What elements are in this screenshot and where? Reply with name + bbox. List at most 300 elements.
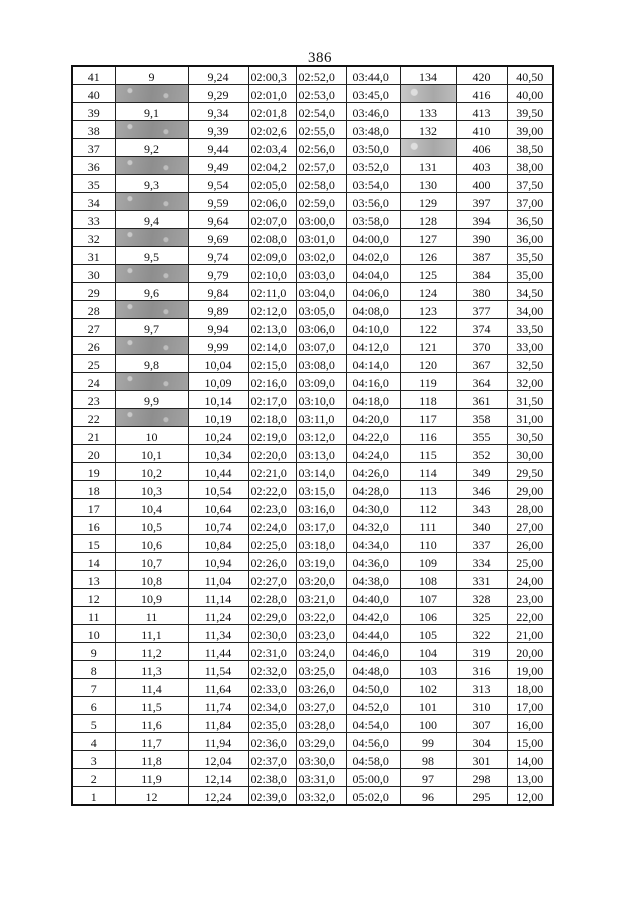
time-b-cell: 03:23,0 [296, 625, 346, 643]
time-b-cell: 03:07,0 [296, 337, 346, 355]
score-a-cell: 10,7 [115, 553, 188, 571]
time-a-cell: 02:02,6 [248, 121, 296, 139]
points-cell: 12 [72, 589, 115, 607]
count-b-cell: 380 [456, 283, 507, 301]
score-b-cell: 10,54 [188, 481, 248, 499]
time-a-cell: 02:17,0 [248, 391, 296, 409]
count-a-cell: 102 [400, 679, 456, 697]
time-b-cell: 03:01,0 [296, 229, 346, 247]
points-cell: 24 [72, 373, 115, 391]
value-cell: 29,50 [507, 463, 553, 481]
score-b-cell: 10,19 [188, 409, 248, 427]
time-b-cell: 03:15,0 [296, 481, 346, 499]
time-b-cell: 02:55,0 [296, 121, 346, 139]
time-c-cell: 03:58,0 [346, 211, 400, 229]
value-cell: 40,50 [507, 66, 553, 85]
time-c-cell: 04:48,0 [346, 661, 400, 679]
time-c-cell: 05:02,0 [346, 787, 400, 806]
time-b-cell: 02:59,0 [296, 193, 346, 211]
time-c-cell: 04:38,0 [346, 571, 400, 589]
value-cell: 23,00 [507, 589, 553, 607]
table-row [72, 787, 553, 806]
score-b-cell: 11,94 [188, 733, 248, 751]
points-cell: 19 [72, 463, 115, 481]
time-c-cell: 04:28,0 [346, 481, 400, 499]
time-b-cell: 03:27,0 [296, 697, 346, 715]
count-b-cell: 319 [456, 643, 507, 661]
value-cell: 30,00 [507, 445, 553, 463]
table-row [72, 751, 553, 769]
table-row [72, 66, 553, 85]
score-b-cell: 9,94 [188, 319, 248, 337]
time-c-cell: 04:06,0 [346, 283, 400, 301]
score-a-cell: 11 [115, 607, 188, 625]
time-c-cell: 04:46,0 [346, 643, 400, 661]
count-b-cell: 328 [456, 589, 507, 607]
count-a-cell: 123 [400, 301, 456, 319]
time-a-cell: 02:23,0 [248, 499, 296, 517]
time-a-cell: 02:09,0 [248, 247, 296, 265]
time-b-cell: 02:52,0 [296, 66, 346, 85]
score-b-cell: 9,99 [188, 337, 248, 355]
count-b-cell: 295 [456, 787, 507, 806]
count-b-cell: 340 [456, 517, 507, 535]
count-a-cell: 124 [400, 283, 456, 301]
count-a-cell: 103 [400, 661, 456, 679]
count-b-cell: 416 [456, 85, 507, 103]
time-c-cell: 03:56,0 [346, 193, 400, 211]
count-b-cell: 349 [456, 463, 507, 481]
count-b-cell: 384 [456, 265, 507, 283]
time-a-cell: 02:15,0 [248, 355, 296, 373]
time-c-cell: 04:54,0 [346, 715, 400, 733]
time-b-cell: 03:21,0 [296, 589, 346, 607]
time-a-cell: 02:00,3 [248, 66, 296, 85]
time-a-cell: 02:19,0 [248, 427, 296, 445]
count-a-cell: 130 [400, 175, 456, 193]
time-a-cell: 02:07,0 [248, 211, 296, 229]
count-a-cell: 111 [400, 517, 456, 535]
points-cell: 40 [72, 85, 115, 103]
time-c-cell: 04:14,0 [346, 355, 400, 373]
score-a-cell: 10,1 [115, 445, 188, 463]
score-a-cell: 11,3 [115, 661, 188, 679]
time-c-cell: 04:42,0 [346, 607, 400, 625]
time-c-cell: 04:12,0 [346, 337, 400, 355]
time-b-cell: 02:54,0 [296, 103, 346, 121]
count-b-cell: 361 [456, 391, 507, 409]
count-a-cell: 134 [400, 66, 456, 85]
table-row [72, 391, 553, 409]
time-a-cell: 02:21,0 [248, 463, 296, 481]
table-row [72, 427, 553, 445]
score-a-cell: 9,3 [115, 175, 188, 193]
time-b-cell: 03:25,0 [296, 661, 346, 679]
time-a-cell: 02:01,0 [248, 85, 296, 103]
time-c-cell: 04:30,0 [346, 499, 400, 517]
score-b-cell: 10,14 [188, 391, 248, 409]
time-b-cell: 03:31,0 [296, 769, 346, 787]
points-cell: 37 [72, 139, 115, 157]
score-b-cell: 10,09 [188, 373, 248, 391]
value-cell: 35,50 [507, 247, 553, 265]
score-a-cell: 10,6 [115, 535, 188, 553]
points-cell: 31 [72, 247, 115, 265]
time-c-cell: 03:46,0 [346, 103, 400, 121]
value-cell: 39,50 [507, 103, 553, 121]
time-c-cell: 03:45,0 [346, 85, 400, 103]
time-c-cell: 04:52,0 [346, 697, 400, 715]
value-cell: 38,00 [507, 157, 553, 175]
points-cell: 20 [72, 445, 115, 463]
value-cell: 31,50 [507, 391, 553, 409]
time-a-cell: 02:31,0 [248, 643, 296, 661]
score-a-cell: 9,1 [115, 103, 188, 121]
score-b-cell: 9,84 [188, 283, 248, 301]
time-c-cell: 04:08,0 [346, 301, 400, 319]
table-row [72, 517, 553, 535]
points-cell: 3 [72, 751, 115, 769]
time-c-cell: 04:36,0 [346, 553, 400, 571]
time-a-cell: 02:36,0 [248, 733, 296, 751]
time-c-cell: 03:52,0 [346, 157, 400, 175]
score-b-cell: 10,84 [188, 535, 248, 553]
time-a-cell: 02:37,0 [248, 751, 296, 769]
value-cell: 38,50 [507, 139, 553, 157]
time-b-cell: 02:58,0 [296, 175, 346, 193]
value-cell: 36,00 [507, 229, 553, 247]
table-row [72, 553, 553, 571]
count-b-cell: 367 [456, 355, 507, 373]
score-b-cell: 10,74 [188, 517, 248, 535]
time-c-cell: 04:16,0 [346, 373, 400, 391]
points-cell: 10 [72, 625, 115, 643]
table-row [72, 301, 553, 319]
value-cell: 24,00 [507, 571, 553, 589]
score-b-cell: 9,54 [188, 175, 248, 193]
time-a-cell: 02:34,0 [248, 697, 296, 715]
table-row [72, 409, 553, 427]
time-b-cell: 03:22,0 [296, 607, 346, 625]
table-row [72, 193, 553, 211]
score-a-cell: 11,7 [115, 733, 188, 751]
table-body [72, 66, 553, 805]
time-c-cell: 05:00,0 [346, 769, 400, 787]
points-cell: 27 [72, 319, 115, 337]
table-row [72, 229, 553, 247]
time-b-cell: 03:26,0 [296, 679, 346, 697]
points-cell: 8 [72, 661, 115, 679]
points-cell: 33 [72, 211, 115, 229]
points-cell: 4 [72, 733, 115, 751]
time-b-cell: 03:11,0 [296, 409, 346, 427]
count-b-cell: 346 [456, 481, 507, 499]
time-b-cell: 03:00,0 [296, 211, 346, 229]
table-row [72, 85, 553, 103]
time-b-cell: 03:06,0 [296, 319, 346, 337]
points-cell: 11 [72, 607, 115, 625]
table-row [72, 499, 553, 517]
score-a-cell: 11,4 [115, 679, 188, 697]
points-cell: 36 [72, 157, 115, 175]
count-a-cell: 106 [400, 607, 456, 625]
time-c-cell: 03:48,0 [346, 121, 400, 139]
value-cell: 28,00 [507, 499, 553, 517]
count-a-cell: 108 [400, 571, 456, 589]
time-a-cell: 02:33,0 [248, 679, 296, 697]
score-b-cell: 12,04 [188, 751, 248, 769]
count-a-cell: 128 [400, 211, 456, 229]
time-b-cell: 03:16,0 [296, 499, 346, 517]
table-row [72, 481, 553, 499]
time-c-cell: 04:32,0 [346, 517, 400, 535]
score-a-cell: 11,5 [115, 697, 188, 715]
value-cell: 25,00 [507, 553, 553, 571]
value-cell: 37,00 [507, 193, 553, 211]
points-cell: 9 [72, 643, 115, 661]
score-b-cell: 9,59 [188, 193, 248, 211]
value-cell: 14,00 [507, 751, 553, 769]
count-b-cell: 301 [456, 751, 507, 769]
score-a-cell: 11,2 [115, 643, 188, 661]
points-cell: 30 [72, 265, 115, 283]
time-c-cell: 04:34,0 [346, 535, 400, 553]
points-cell: 5 [72, 715, 115, 733]
value-cell: 32,50 [507, 355, 553, 373]
score-a-cell: 10,2 [115, 463, 188, 481]
scoring-table [71, 65, 554, 806]
value-cell: 32,00 [507, 373, 553, 391]
score-b-cell: 11,14 [188, 589, 248, 607]
time-c-cell: 04:24,0 [346, 445, 400, 463]
score-a-cell: 10,4 [115, 499, 188, 517]
time-b-cell: 03:18,0 [296, 535, 346, 553]
count-b-cell: 316 [456, 661, 507, 679]
time-a-cell: 02:11,0 [248, 283, 296, 301]
points-cell: 29 [72, 283, 115, 301]
value-cell: 30,50 [507, 427, 553, 445]
time-c-cell: 04:26,0 [346, 463, 400, 481]
score-b-cell: 9,49 [188, 157, 248, 175]
time-a-cell: 02:28,0 [248, 589, 296, 607]
score-b-cell: 11,34 [188, 625, 248, 643]
score-b-cell: 12,24 [188, 787, 248, 806]
table-row [72, 121, 553, 139]
time-b-cell: 03:03,0 [296, 265, 346, 283]
points-cell: 25 [72, 355, 115, 373]
time-a-cell: 02:27,0 [248, 571, 296, 589]
time-b-cell: 03:24,0 [296, 643, 346, 661]
score-a-cell [115, 409, 188, 427]
time-a-cell: 02:14,0 [248, 337, 296, 355]
points-cell: 28 [72, 301, 115, 319]
value-cell: 33,00 [507, 337, 553, 355]
score-b-cell: 10,44 [188, 463, 248, 481]
value-cell: 37,50 [507, 175, 553, 193]
value-cell: 16,00 [507, 715, 553, 733]
score-b-cell: 11,74 [188, 697, 248, 715]
count-a-cell [400, 139, 456, 157]
score-a-cell: 11,1 [115, 625, 188, 643]
time-c-cell: 03:50,0 [346, 139, 400, 157]
score-b-cell: 11,44 [188, 643, 248, 661]
table-row [72, 283, 553, 301]
count-a-cell: 96 [400, 787, 456, 806]
value-cell: 15,00 [507, 733, 553, 751]
table-row [72, 625, 553, 643]
count-a-cell: 112 [400, 499, 456, 517]
table-row [72, 265, 553, 283]
points-cell: 41 [72, 66, 115, 85]
count-b-cell: 377 [456, 301, 507, 319]
count-b-cell: 355 [456, 427, 507, 445]
score-a-cell: 11,9 [115, 769, 188, 787]
points-cell: 6 [72, 697, 115, 715]
score-a-cell: 9 [115, 66, 188, 85]
score-b-cell: 10,64 [188, 499, 248, 517]
points-cell: 14 [72, 553, 115, 571]
score-b-cell: 9,74 [188, 247, 248, 265]
score-a-cell: 9,8 [115, 355, 188, 373]
count-b-cell: 352 [456, 445, 507, 463]
value-cell: 17,00 [507, 697, 553, 715]
time-a-cell: 02:04,2 [248, 157, 296, 175]
count-a-cell: 126 [400, 247, 456, 265]
table-row [72, 337, 553, 355]
table-row [72, 445, 553, 463]
time-c-cell: 04:40,0 [346, 589, 400, 607]
table-row [72, 661, 553, 679]
points-cell: 1 [72, 787, 115, 806]
count-a-cell: 127 [400, 229, 456, 247]
score-a-cell: 9,4 [115, 211, 188, 229]
count-b-cell: 334 [456, 553, 507, 571]
time-a-cell: 02:20,0 [248, 445, 296, 463]
score-b-cell: 9,39 [188, 121, 248, 139]
score-a-cell [115, 193, 188, 211]
count-b-cell: 310 [456, 697, 507, 715]
count-a-cell: 105 [400, 625, 456, 643]
time-c-cell: 04:04,0 [346, 265, 400, 283]
value-cell: 18,00 [507, 679, 553, 697]
value-cell: 19,00 [507, 661, 553, 679]
score-b-cell: 10,34 [188, 445, 248, 463]
value-cell: 36,50 [507, 211, 553, 229]
table-row [72, 733, 553, 751]
count-b-cell: 394 [456, 211, 507, 229]
time-a-cell: 02:35,0 [248, 715, 296, 733]
time-c-cell: 04:56,0 [346, 733, 400, 751]
count-a-cell: 115 [400, 445, 456, 463]
time-b-cell: 03:28,0 [296, 715, 346, 733]
score-a-cell [115, 301, 188, 319]
value-cell: 34,50 [507, 283, 553, 301]
score-b-cell: 11,54 [188, 661, 248, 679]
points-cell: 7 [72, 679, 115, 697]
time-a-cell: 02:08,0 [248, 229, 296, 247]
time-a-cell: 02:32,0 [248, 661, 296, 679]
count-b-cell: 337 [456, 535, 507, 553]
score-a-cell [115, 229, 188, 247]
count-a-cell: 100 [400, 715, 456, 733]
count-a-cell: 101 [400, 697, 456, 715]
time-c-cell: 03:54,0 [346, 175, 400, 193]
time-b-cell: 03:04,0 [296, 283, 346, 301]
score-b-cell: 9,89 [188, 301, 248, 319]
count-b-cell: 410 [456, 121, 507, 139]
count-b-cell: 420 [456, 66, 507, 85]
time-a-cell: 02:16,0 [248, 373, 296, 391]
time-a-cell: 02:01,8 [248, 103, 296, 121]
count-b-cell: 358 [456, 409, 507, 427]
points-cell: 32 [72, 229, 115, 247]
time-a-cell: 02:12,0 [248, 301, 296, 319]
score-a-cell: 10,8 [115, 571, 188, 589]
value-cell: 12,00 [507, 787, 553, 806]
score-b-cell: 9,24 [188, 66, 248, 85]
time-a-cell: 02:39,0 [248, 787, 296, 806]
value-cell: 40,00 [507, 85, 553, 103]
table-row [72, 769, 553, 787]
time-c-cell: 04:58,0 [346, 751, 400, 769]
points-cell: 39 [72, 103, 115, 121]
table-row [72, 373, 553, 391]
points-cell: 26 [72, 337, 115, 355]
value-cell: 27,00 [507, 517, 553, 535]
score-a-cell: 11,8 [115, 751, 188, 769]
count-b-cell: 413 [456, 103, 507, 121]
count-b-cell: 406 [456, 139, 507, 157]
time-b-cell: 03:05,0 [296, 301, 346, 319]
points-cell: 2 [72, 769, 115, 787]
time-b-cell: 03:13,0 [296, 445, 346, 463]
time-c-cell: 04:20,0 [346, 409, 400, 427]
page-number: 386 [308, 50, 332, 66]
count-a-cell: 118 [400, 391, 456, 409]
count-b-cell: 370 [456, 337, 507, 355]
table-row [72, 463, 553, 481]
score-b-cell: 9,44 [188, 139, 248, 157]
count-b-cell: 397 [456, 193, 507, 211]
table-row [72, 571, 553, 589]
count-a-cell: 131 [400, 157, 456, 175]
count-a-cell: 133 [400, 103, 456, 121]
time-b-cell: 03:09,0 [296, 373, 346, 391]
points-cell: 38 [72, 121, 115, 139]
points-cell: 21 [72, 427, 115, 445]
score-a-cell [115, 121, 188, 139]
count-b-cell: 400 [456, 175, 507, 193]
count-a-cell: 98 [400, 751, 456, 769]
table-row [72, 319, 553, 337]
time-a-cell: 02:38,0 [248, 769, 296, 787]
value-cell: 35,00 [507, 265, 553, 283]
score-b-cell: 10,94 [188, 553, 248, 571]
score-a-cell: 10,3 [115, 481, 188, 499]
count-a-cell: 113 [400, 481, 456, 499]
time-a-cell: 02:29,0 [248, 607, 296, 625]
time-c-cell: 04:22,0 [346, 427, 400, 445]
time-a-cell: 02:10,0 [248, 265, 296, 283]
value-cell: 21,00 [507, 625, 553, 643]
score-b-cell: 9,34 [188, 103, 248, 121]
count-a-cell: 114 [400, 463, 456, 481]
time-c-cell: 04:44,0 [346, 625, 400, 643]
table-row [72, 535, 553, 553]
count-a-cell: 104 [400, 643, 456, 661]
score-a-cell: 12 [115, 787, 188, 806]
time-b-cell: 03:32,0 [296, 787, 346, 806]
